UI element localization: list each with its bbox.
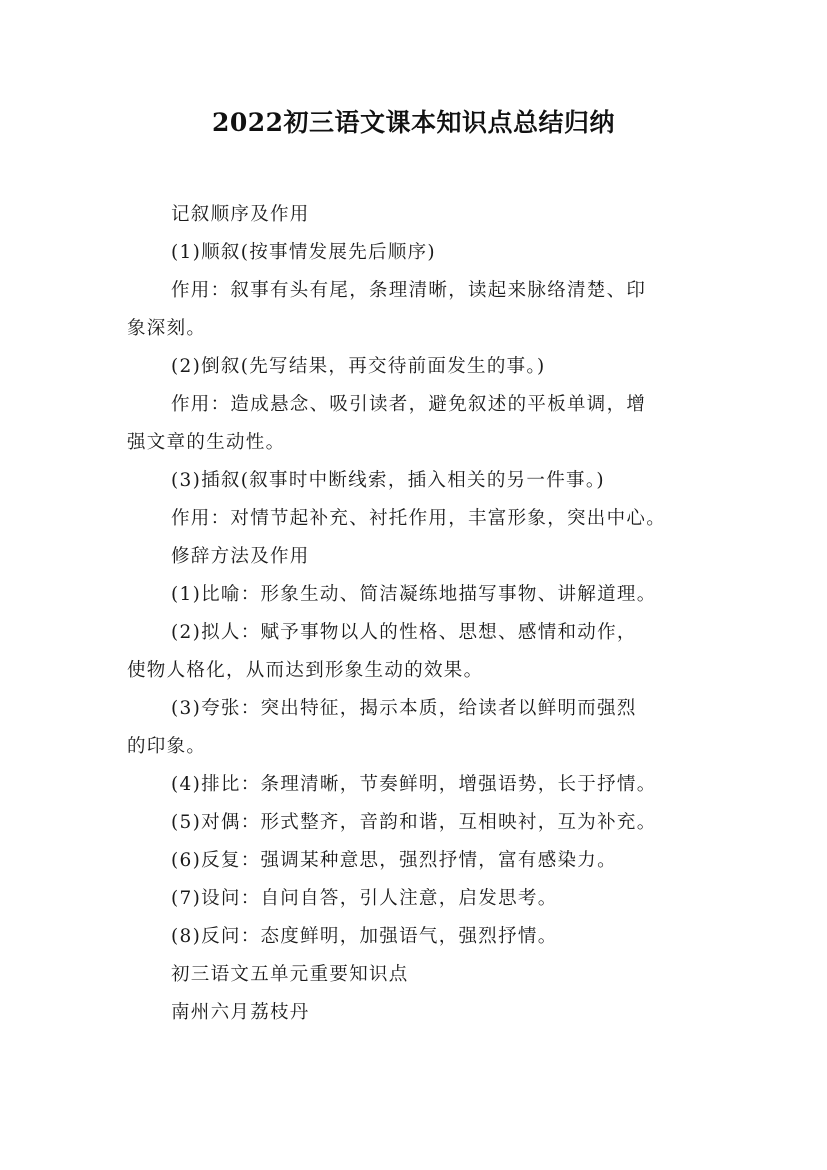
line-rhetoric-repetition: (6)反复：强调某种意思，强烈抒情，富有感染力。 — [171, 850, 617, 871]
line-chronological-effect-cont: 象深刻。 — [127, 318, 207, 339]
line-section-heading-unit-five: 初三语文五单元重要知识点 — [171, 964, 409, 985]
document-title: 2022初三语文课本知识点总结归纳 — [211, 108, 616, 137]
line-section-heading-rhetoric: 修辞方法及作用 — [171, 546, 310, 567]
line-lesson-title: 南州六月荔枝丹 — [171, 1002, 310, 1023]
document-body — [127, 196, 707, 1032]
line-rhetoric-personification-cont: 使物人格化，从而达到形象生动的效果。 — [127, 660, 484, 681]
line-chronological-narration: (1)顺叙(按事情发展先后顺序) — [171, 242, 436, 263]
line-rhetoric-parallelism: (4)排比：条理清晰，节奏鲜明，增强语势，长于抒情。 — [171, 774, 657, 795]
line-rhetoric-hyperbole-cont: 的印象。 — [127, 736, 207, 757]
line-flashback-effect-cont: 强文章的生动性。 — [127, 432, 286, 453]
line-section-heading-narrative-order: 记叙顺序及作用 — [171, 204, 310, 225]
line-rhetoric-hyperbole: (3)夸张：突出特征，揭示本质，给读者以鲜明而强烈 — [171, 698, 637, 719]
line-flashback-narration: (2)倒叙(先写结果，再交待前面发生的事。) — [171, 356, 546, 377]
line-flashback-effect: 作用：造成悬念、吸引读者，避免叙述的平板单调，增 — [171, 394, 647, 415]
line-interpolated-narration: (3)插叙(叙事时中断线索，插入相关的另一件事。) — [171, 470, 605, 491]
line-interpolated-effect: 作用：对情节起补充、衬托作用，丰富形象，突出中心。 — [171, 508, 667, 529]
line-rhetoric-metaphor: (1)比喻：形象生动、简洁凝练地描写事物、讲解道理。 — [171, 584, 657, 605]
line-rhetoric-antithesis: (5)对偶：形式整齐，音韵和谐，互相映衬，互为补充。 — [171, 812, 657, 833]
line-rhetoric-hypophora: (7)设问：自问自答，引人注意，启发思考。 — [171, 888, 558, 909]
line-rhetoric-personification: (2)拟人：赋予事物以人的性格、思想、感情和动作， — [171, 622, 637, 643]
line-chronological-effect: 作用：叙事有头有尾，条理清晰，读起来脉络清楚、印 — [171, 280, 647, 301]
line-rhetoric-rhetorical-question: (8)反问：态度鲜明，加强语气，强烈抒情。 — [171, 926, 558, 947]
